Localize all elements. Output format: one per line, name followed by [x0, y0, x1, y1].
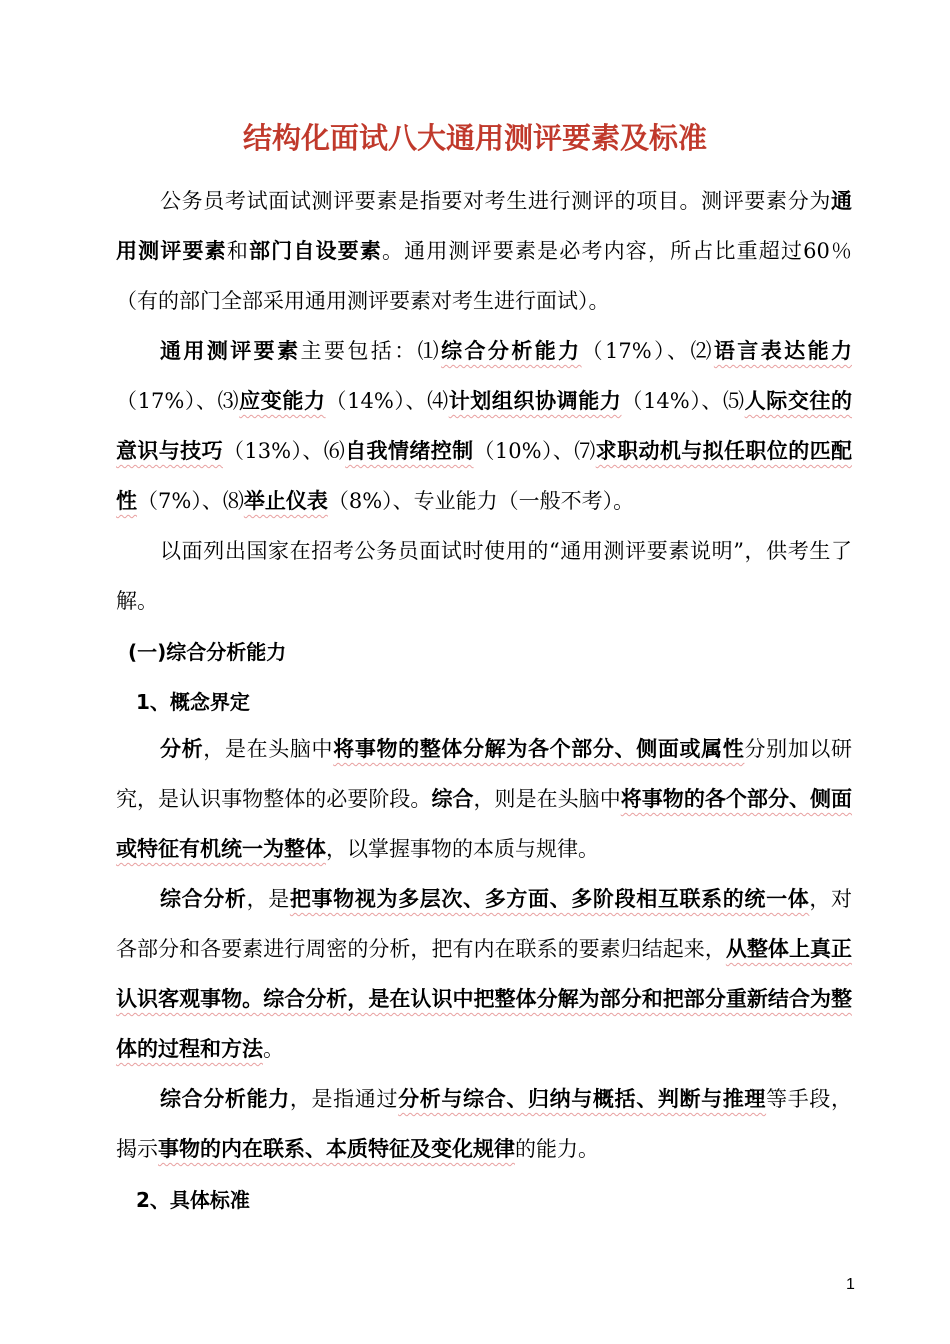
- text-run: ，以掌握事物的本质与规律。: [326, 837, 599, 861]
- ability-paragraph: [116, 1074, 852, 1174]
- emphasis: 把事物视为多层次、多方面、多阶段相互联系的统一体: [289, 887, 810, 911]
- text-run: ，是: [246, 887, 290, 911]
- emphasis: 将事物的整体分解为各个部分、侧面或属性: [333, 737, 745, 761]
- subsection-heading: 2、具体标准: [136, 1188, 250, 1212]
- emphasis: 从整体上真正认识客观事物。综合分析，是在认识中把整体分解为部分和把部分重新结合为整体的过程和方法: [116, 937, 853, 1061]
- text-run: 的能力。: [515, 1137, 599, 1161]
- text-run: ，是指通过: [289, 1087, 399, 1111]
- text-run: （14%）、⑷: [325, 389, 449, 413]
- emphasis: 事物的内在联系、本质特征及变化规律: [158, 1137, 515, 1161]
- emphasis: 将事物的各个部分、侧面或特征有机统一为整体: [116, 787, 853, 861]
- text-run: 公务员考试面试测评要素是指要对考生进行测评的项目。测评要素分为: [160, 189, 831, 213]
- text-run: ，是在头脑中: [203, 737, 334, 761]
- text-run: ，则是在头脑中: [473, 787, 621, 811]
- text-run: （7%）、⑻: [137, 489, 244, 513]
- text-run: 等手段，揭示: [116, 1087, 853, 1161]
- bold-term: 通用测评要素: [160, 339, 301, 363]
- definition-paragraph: [116, 724, 852, 874]
- element-name: 计划组织协调能力: [448, 389, 622, 413]
- element-name: 综合分析能力: [441, 339, 582, 363]
- bold-term: 部门自设要素: [249, 239, 382, 263]
- elements-paragraph: [116, 326, 852, 526]
- bold-term: 分析: [160, 737, 204, 761]
- bold-term: 综合分析能力: [160, 1087, 290, 1111]
- text-run: （10%）、⑺: [473, 439, 596, 463]
- text-run: （17%）、⑵: [581, 339, 714, 363]
- document-title: 结构化面试八大通用测评要素及标准: [242, 121, 707, 155]
- text-run: （13%）、⑹: [222, 439, 346, 463]
- element-name: 求职动机与拟任职位的匹配性: [116, 439, 853, 513]
- text-run: 主要包括：⑴: [300, 339, 442, 363]
- element-name: 应变能力: [239, 389, 326, 413]
- text-run: 分别加以研究，是认识事物整体的必要阶段。: [116, 737, 853, 811]
- text-run: ，对各部分和各要素进行周密的分析，把有内在联系的要素归结起来，: [116, 887, 853, 961]
- element-name: 举止仪表: [243, 489, 328, 513]
- bold-term: 综合: [431, 787, 474, 811]
- intro-paragraph: [116, 176, 852, 326]
- note-paragraph: 以面列出国家在招考公务员面试时使用的“通用测评要素说明”，供考生了解。: [116, 539, 852, 613]
- bold-term: 通用测评要素: [116, 189, 852, 263]
- text-run: 。: [263, 1037, 284, 1061]
- element-name: 人际交往的意识与技巧: [116, 389, 853, 463]
- element-name: 语言表达能力: [713, 339, 852, 363]
- synthesis-paragraph: [116, 874, 852, 1074]
- text-run: （8%）、专业能力（一般不考）。: [327, 489, 635, 513]
- text-run: 。通用测评要素是必考内容，所占比重超过60％（有的部门全部采用通用测评要素对考生进行面试）。: [116, 239, 853, 313]
- emphasis: 分析与综合、归纳与概括、判断与推理: [398, 1087, 767, 1111]
- subsection-heading: 1、概念界定: [136, 690, 250, 714]
- text-run: 和: [226, 239, 249, 263]
- bold-term: 综合分析: [160, 887, 247, 911]
- text-run: （17%）、⑶: [116, 389, 240, 413]
- text-run: （14%）、⑸: [621, 389, 745, 413]
- element-name: 自我情绪控制: [345, 439, 474, 463]
- page-number: 1: [846, 1276, 855, 1293]
- section-heading: (一)综合分析能力: [128, 640, 287, 664]
